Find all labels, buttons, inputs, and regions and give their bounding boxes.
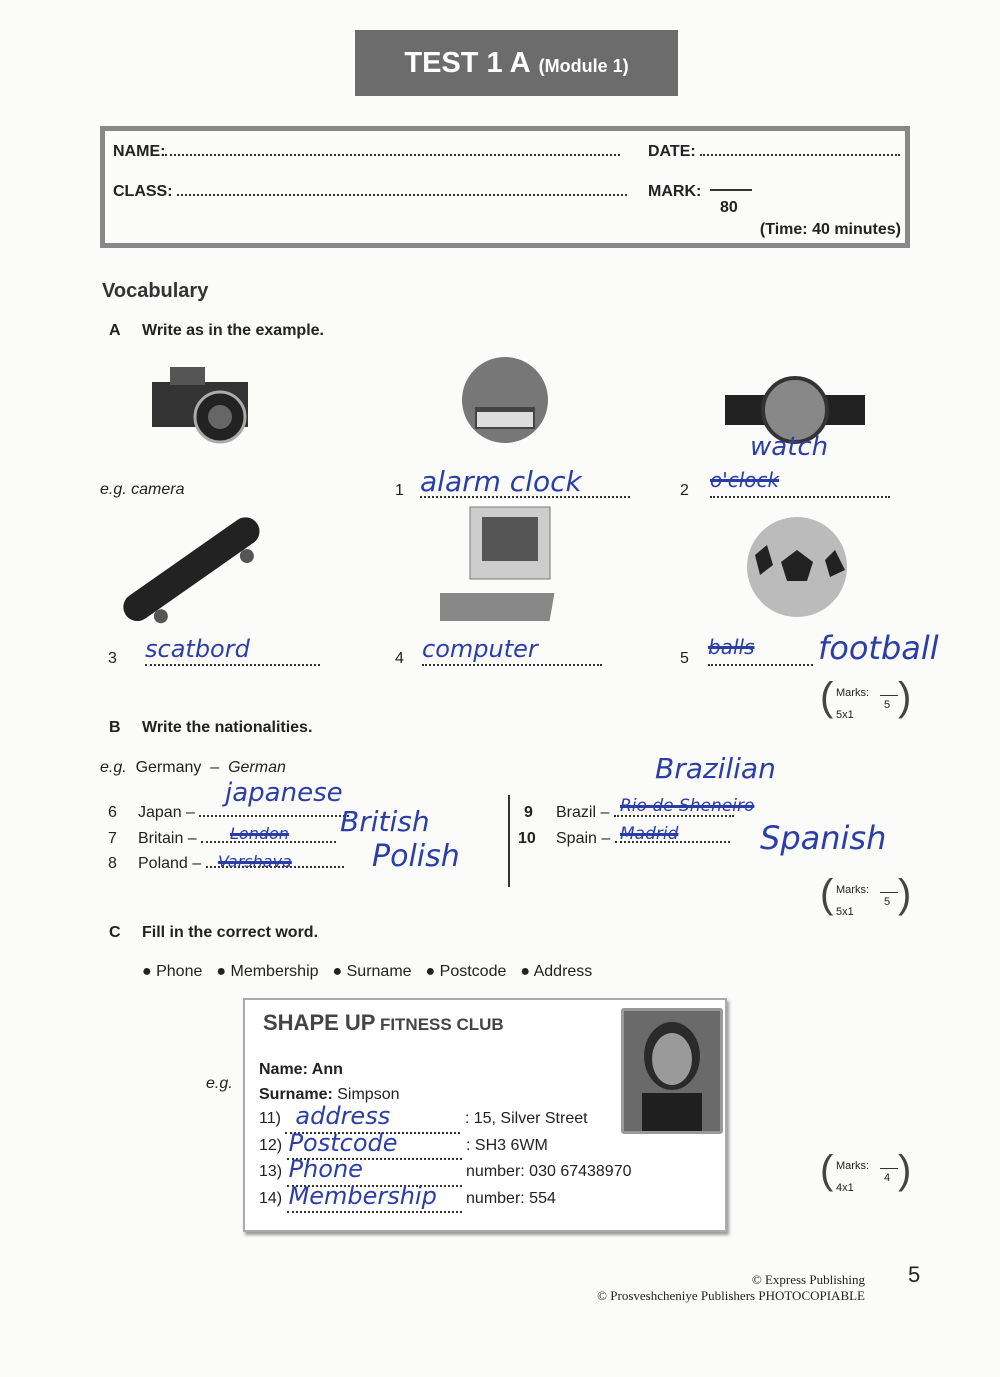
club-name: SHAPE UP FITNESS CLUB: [263, 1010, 504, 1035]
struck-answer-8: Varshava: [218, 852, 292, 871]
answer-3: scatbord: [145, 635, 250, 663]
copyright-footer: [597, 1272, 865, 1304]
item-2-number: 2: [680, 482, 689, 499]
section-b-instruction: Write the nationalities.: [142, 719, 313, 736]
surname-label: Surname:: [259, 1085, 333, 1103]
country-label: Brazil: [556, 804, 597, 821]
section-b-letter: B: [109, 719, 121, 736]
struck-answer-2: o'clock: [710, 468, 780, 492]
eg-label: e.g.: [100, 481, 127, 498]
answer-14: Membership: [288, 1181, 437, 1210]
nationality-numbers-left: [108, 800, 117, 877]
field-value: number: 030 67438970: [466, 1163, 632, 1180]
answer-field[interactable]: [199, 815, 349, 817]
section-c-instruction: Fill in the correct word.: [142, 924, 319, 941]
country-label: Poland: [138, 855, 188, 872]
marks-score-line[interactable]: [880, 1168, 898, 1169]
word-bank-item: ● Phone: [142, 963, 203, 980]
membership-card: [243, 998, 727, 1232]
answer-4-field[interactable]: [422, 637, 602, 666]
answer-14-field[interactable]: [287, 1181, 462, 1214]
field-value: : 15, Silver Street: [464, 1110, 588, 1127]
marks-total: 4: [884, 1172, 891, 1184]
example-answer: German: [228, 759, 286, 776]
marks-calc: 5x1: [836, 906, 854, 918]
marks-score-line[interactable]: [880, 695, 898, 696]
struck-answer-10: Madrid: [620, 824, 679, 844]
example-b: e.g. Germany – German: [100, 759, 286, 776]
answer-4: computer: [422, 635, 538, 663]
mark-label: MARK:: [648, 183, 702, 200]
answer-11: address: [295, 1102, 391, 1130]
field-value: number: 554: [466, 1189, 556, 1207]
mark-line[interactable]: [710, 189, 752, 191]
answer-12: Postcode: [288, 1128, 398, 1157]
answer-7: British: [340, 805, 430, 838]
example-country: Germany: [135, 759, 202, 776]
section-a-letter: A: [109, 322, 121, 339]
publisher-2: © Prosveshcheniye Publishers PHOTOCOPIABLE: [597, 1288, 865, 1303]
computer-image: [440, 505, 575, 630]
column-divider: [508, 795, 510, 887]
item-number: 9: [524, 804, 533, 821]
class-label: CLASS:: [113, 183, 173, 200]
country-label: Spain: [556, 829, 597, 847]
module-label: (Module 1): [538, 55, 629, 76]
camera-image: [150, 362, 260, 447]
section-heading: Vocabulary: [102, 280, 209, 302]
struck-answer-5: balls: [708, 635, 755, 659]
struck-answer-9: Rio de Sheneiro: [620, 796, 755, 816]
answer-1-field[interactable]: [420, 465, 630, 498]
example-a: [100, 481, 185, 499]
item-5-number: 5: [680, 650, 689, 667]
student-info-box: [100, 126, 910, 248]
answer-5: football: [818, 629, 939, 667]
answer-10: Spanish: [760, 819, 887, 857]
date-field[interactable]: [648, 143, 900, 161]
marks-calc: 4x1: [836, 1182, 854, 1194]
example-answer: camera: [131, 481, 185, 498]
test-title-bar: [355, 30, 678, 96]
answer-9: Brazilian: [655, 752, 776, 785]
marks-box-b: ( ) Marks: 5 5x1: [820, 872, 912, 918]
marks-box-c: ( ) Marks: 4 4x1: [820, 1148, 912, 1194]
word-bank-item: ● Membership: [216, 963, 319, 980]
name-label: NAME:: [113, 143, 166, 160]
country-label: Britain: [138, 829, 184, 847]
answer-6: japanese: [225, 778, 343, 808]
alarm-clock-image: [455, 355, 555, 450]
word-bank-item: ● Address: [520, 963, 593, 980]
section-c-letter: C: [109, 924, 121, 941]
struck-answer-7: London: [230, 824, 289, 843]
marks-label: Marks:: [836, 1160, 869, 1172]
nationality-countries-left: Japan – Britain – Poland –: [138, 800, 349, 877]
item-number: 6: [108, 804, 117, 821]
marks-total: 5: [884, 896, 891, 908]
item-1-number: 1: [395, 482, 404, 499]
test-title: TEST 1 A: [404, 46, 531, 79]
mark-total: 80: [720, 199, 738, 216]
answer-3-field[interactable]: [145, 637, 320, 666]
card-fields: Name: Ann Surname: Simpson 11) address : 15, Silver Street 12) Postcode : SH3 6WM 13) Phone number: 030 67438970 14) Membership number: 554: [259, 1058, 632, 1213]
football-image: [745, 515, 850, 620]
card-name: Name: Ann: [259, 1061, 343, 1078]
marks-label: Marks:: [836, 687, 869, 699]
field-value: : SH3 6WM: [466, 1136, 548, 1154]
item-number: 8: [108, 855, 117, 872]
name-field[interactable]: [113, 143, 620, 161]
page-number: 5: [908, 1262, 921, 1287]
date-label: DATE:: [648, 143, 696, 160]
answer-1: alarm clock: [420, 465, 582, 498]
marks-calc: 5x1: [836, 709, 854, 721]
word-bank-item: ● Postcode: [425, 963, 507, 980]
item-3-number: 3: [108, 650, 117, 667]
section-a-instruction: Write as in the example.: [142, 322, 324, 339]
word-bank: [142, 963, 592, 981]
item-4-number: 4: [395, 650, 404, 667]
answer-13: Phone: [288, 1155, 363, 1183]
item-number: 7: [108, 829, 117, 847]
answer-5-field[interactable]: [708, 637, 813, 666]
class-field[interactable]: [113, 183, 627, 201]
woman-portrait-image: [624, 1011, 720, 1131]
nationality-numbers-right: [518, 800, 536, 851]
answer-2: watch: [750, 432, 829, 462]
word-bank-item: ● Surname: [332, 963, 412, 980]
eg-label: e.g.: [100, 759, 127, 776]
surname-value: Simpson: [337, 1085, 400, 1103]
time-limit: (Time: 40 minutes): [759, 221, 901, 238]
answer-8: Polish: [372, 839, 460, 874]
marks-label: Marks:: [836, 884, 869, 896]
skateboard-image: [110, 515, 275, 625]
nationality-countries-right: Brazil – Spain –: [556, 800, 734, 851]
marks-box-a: ( ) Marks: 5 5x1: [820, 675, 912, 721]
country-label: Japan: [138, 804, 182, 821]
member-photo: [621, 1008, 723, 1134]
item-number: 10: [518, 829, 536, 847]
publisher-1: © Express Publishing: [751, 1272, 865, 1287]
marks-total: 5: [884, 699, 891, 711]
answer-2-field[interactable]: [710, 470, 890, 498]
marks-score-line[interactable]: [880, 892, 898, 893]
example-c-label: e.g.: [206, 1075, 233, 1092]
